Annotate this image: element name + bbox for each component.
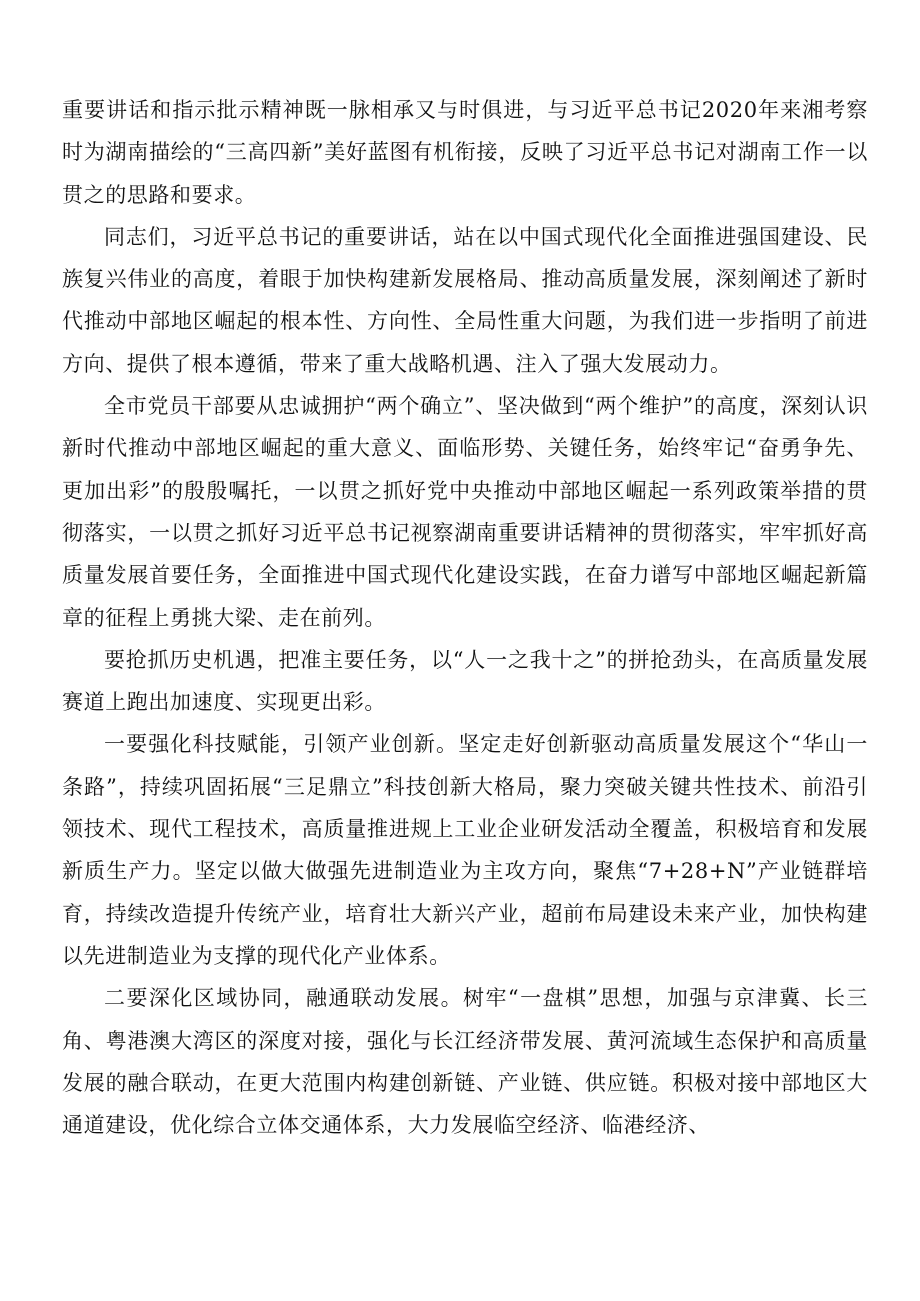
paragraph-6: 二要深化区域协同，融通联动发展。树牢“一盘棋”思想，加强与京津冀、长三角、粤港澳大湾区的深度对接，强化与长江经济带发展、黄河流域生态保护和高质量发展的融合联动，在更大范围内构建创新链、产业链、供应链。积极对接中部地区大通道建设，优化综合立体交通体系，大力发展临空经济、临港经济、 <box>62 986 868 1138</box>
document-body <box>62 89 868 1146</box>
paragraph-3: 全市党员干部要从忠诚拥护“两个确立”、坚决做到“两个维护”的高度，深刻认识新时代推动中部地区崛起的重大意义、面临形势、关键任务，始终牢记“奋勇争先、更加出彩”的殷殷嘱托，一以贯之抓好党中央推动中部地区崛起一系列政策举措的贯彻落实，一以贯之抓好习近平总书记视察湖南重要讲话精神的贯彻落实，牢牢抓好高质量发展首要任务，全面推进中国式现代化建设实践，在奋力谱写中部地区崛起新篇章的征程上勇挑大梁、走在前列。 <box>62 394 868 630</box>
paragraph-4: 要抢抓历史机遇，把准主要任务，以“人一之我十之”的拼抢劲头，在高质量发展赛道上跑出加速度、实现更出彩。 <box>62 647 868 715</box>
paragraph-1: 重要讲话和指示批示精神既一脉相承又与时俱进，与习近平总书记2020年来湘考察时为湖南描绘的“三高四新”美好蓝图有机衔接，反映了习近平总书记对湖南工作一以贯之的思路和要求。 <box>62 98 868 207</box>
paragraph-2: 同志们，习近平总书记的重要讲话，站在以中国式现代化全面推进强国建设、民族复兴伟业的高度，着眼于加快构建新发展格局、推动高质量发展，深刻阐述了新时代推动中部地区崛起的根本性、方向性、全局性重大问题，为我们进一步指明了前进方向、提供了根本遵循，带来了重大战略机遇、注入了强大发展动力。 <box>62 224 868 376</box>
paragraph-5: 一要强化科技赋能，引领产业创新。坚定走好创新驱动高质量发展这个“华山一条路”，持续巩固拓展“三足鼎立”科技创新大格局，聚力突破关键共性技术、前沿引领技术、现代工程技术，高质量推进规上工业企业研发活动全覆盖，积极培育和发展新质生产力。坚定以做大做强先进制造业为主攻方向，聚焦“7+28+N”产业链群培育，持续改造提升传统产业，培育壮大新兴产业，超前布局建设未来产业，加快构建以先进制造业为支撑的现代化产业体系。 <box>62 732 868 968</box>
